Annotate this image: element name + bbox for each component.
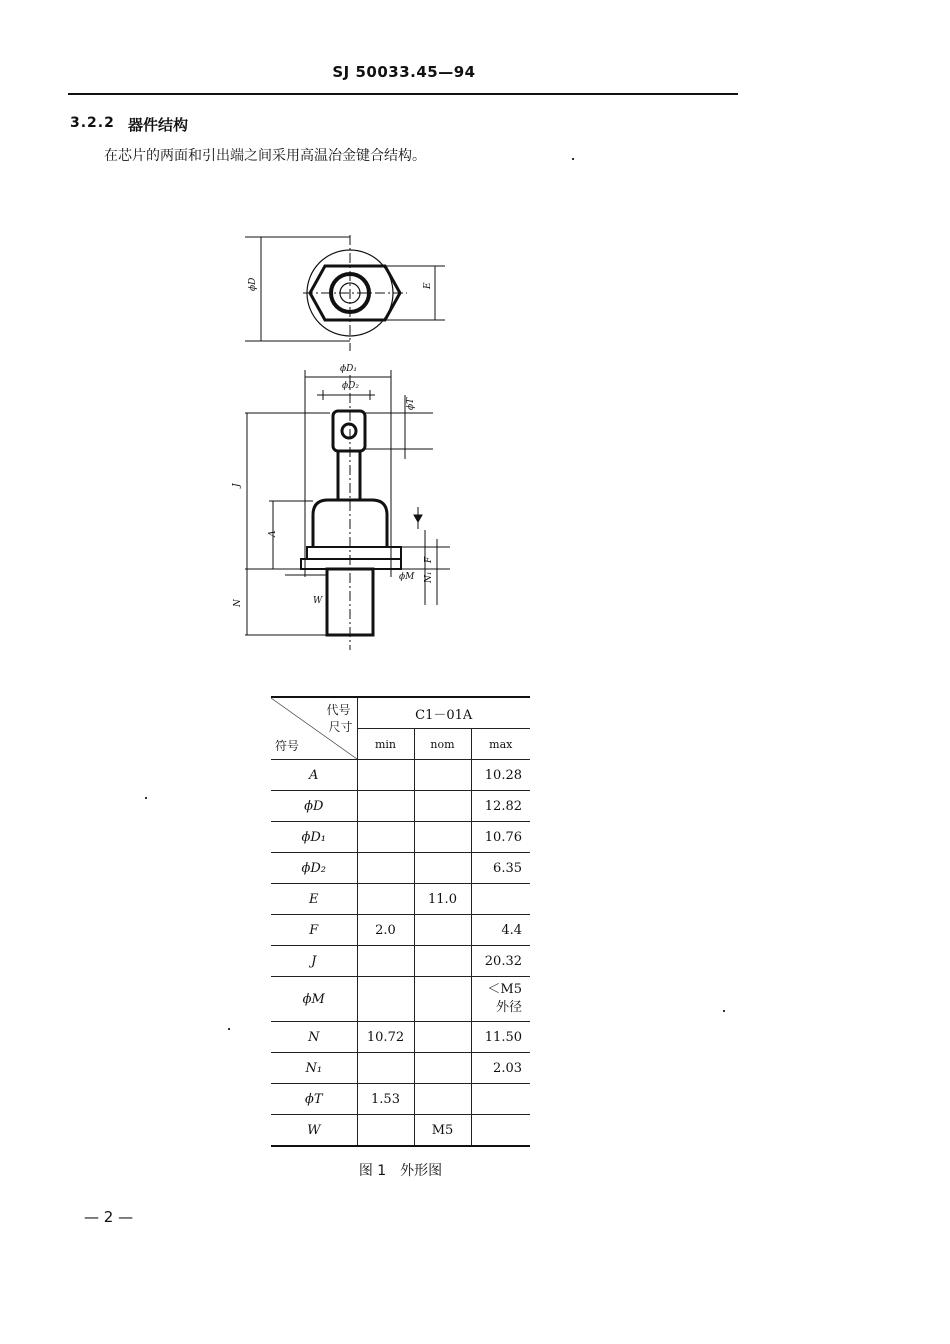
side-view bbox=[245, 370, 450, 650]
table-row bbox=[271, 884, 530, 915]
scan-speck bbox=[145, 797, 147, 799]
cell-max: 2.03 bbox=[471, 1053, 530, 1084]
cell-max bbox=[471, 1115, 530, 1147]
cell-max bbox=[471, 1084, 530, 1115]
row-symbol: ϕD₁ bbox=[271, 822, 357, 853]
scan-speck bbox=[723, 1010, 725, 1012]
cell-min bbox=[357, 760, 414, 791]
table-row bbox=[271, 760, 530, 791]
table-row bbox=[271, 977, 530, 1022]
cell-min bbox=[357, 977, 414, 1022]
label-phi-d: ϕD bbox=[248, 277, 258, 291]
cell-max-line1: ＜M5 bbox=[487, 982, 522, 997]
section-number: 3.2.2 bbox=[70, 115, 115, 131]
col-header-max: max bbox=[471, 729, 530, 760]
label-a: A bbox=[268, 530, 278, 537]
cell-min bbox=[357, 1053, 414, 1084]
table-row bbox=[271, 1115, 530, 1147]
figure-caption: 图 1 外形图 bbox=[358, 1163, 443, 1179]
cell-max: 6.35 bbox=[471, 853, 530, 884]
table-row bbox=[271, 853, 530, 884]
row-symbol: ϕT bbox=[271, 1084, 357, 1115]
cell-nom bbox=[414, 1053, 471, 1084]
row-symbol: J bbox=[271, 946, 357, 977]
cell-min bbox=[357, 791, 414, 822]
cell-min bbox=[357, 853, 414, 884]
row-symbol: ϕD₂ bbox=[271, 853, 357, 884]
table-row bbox=[271, 791, 530, 822]
cell-nom: M5 bbox=[414, 1115, 471, 1147]
cell-max: 4.4 bbox=[471, 915, 530, 946]
table-row bbox=[271, 946, 530, 977]
cell-nom bbox=[414, 760, 471, 791]
scan-speck bbox=[228, 1028, 230, 1030]
cell-max: 10.28 bbox=[471, 760, 530, 791]
cell-nom bbox=[414, 977, 471, 1022]
row-symbol: W bbox=[271, 1115, 357, 1147]
cell-max: 11.50 bbox=[471, 1022, 530, 1053]
label-phi-d2: ϕD₂ bbox=[342, 381, 359, 391]
cell-min bbox=[357, 946, 414, 977]
cell-max-line2: 外径 bbox=[495, 1000, 522, 1015]
page-number: — 2 — bbox=[84, 1208, 134, 1226]
cell-max bbox=[471, 977, 530, 1022]
table-row bbox=[271, 1053, 530, 1084]
row-symbol: N bbox=[271, 1022, 357, 1053]
table-row bbox=[271, 915, 530, 946]
cell-max bbox=[471, 884, 530, 915]
top-view bbox=[245, 235, 445, 351]
cell-max: 20.32 bbox=[471, 946, 530, 977]
table-row bbox=[271, 1022, 530, 1053]
cell-min bbox=[357, 822, 414, 853]
cell-nom bbox=[414, 853, 471, 884]
label-f: F bbox=[424, 556, 434, 563]
table-row bbox=[271, 1084, 530, 1115]
label-phi-m: ϕM bbox=[399, 572, 415, 582]
row-symbol: A bbox=[271, 760, 357, 791]
label-n: N bbox=[233, 599, 243, 607]
label-w: W bbox=[313, 596, 323, 606]
document-code: SJ 50033.45—94 bbox=[332, 63, 476, 81]
cell-min bbox=[357, 884, 414, 915]
body-paragraph: 在芯片的两面和引出端之间采用高温冶金键合结构。 bbox=[104, 148, 426, 164]
label-j: J bbox=[232, 483, 242, 487]
header-rule bbox=[68, 93, 738, 95]
corner-label-size: 尺寸 bbox=[328, 720, 353, 734]
row-symbol: N₁ bbox=[271, 1053, 357, 1084]
section-title: 器件结构 bbox=[128, 116, 189, 134]
label-n1: N₁ bbox=[424, 571, 434, 583]
outline-drawing bbox=[225, 225, 485, 655]
table-corner-cell bbox=[271, 697, 357, 760]
dimension-table bbox=[271, 696, 530, 1147]
label-e: E bbox=[423, 282, 433, 289]
row-symbol: ϕD bbox=[271, 791, 357, 822]
cell-max: 10.76 bbox=[471, 822, 530, 853]
cell-nom bbox=[414, 822, 471, 853]
col-header-min: min bbox=[357, 729, 414, 760]
row-symbol: F bbox=[271, 915, 357, 946]
cell-nom bbox=[414, 1084, 471, 1115]
table-code-header: C1－01A bbox=[357, 697, 530, 729]
corner-label-symbol: 符号 bbox=[275, 739, 300, 753]
table-row bbox=[271, 822, 530, 853]
label-phi-d1: ϕD₁ bbox=[340, 364, 357, 374]
cell-nom: 11.0 bbox=[414, 884, 471, 915]
cell-nom bbox=[414, 791, 471, 822]
row-symbol: ϕM bbox=[271, 977, 357, 1022]
col-header-nom: nom bbox=[414, 729, 471, 760]
cell-nom bbox=[414, 915, 471, 946]
cell-min bbox=[357, 1115, 414, 1147]
cell-min: 10.72 bbox=[357, 1022, 414, 1053]
cell-max: 12.82 bbox=[471, 791, 530, 822]
scan-speck bbox=[572, 158, 574, 160]
cell-min: 1.53 bbox=[357, 1084, 414, 1115]
corner-label-code: 代号 bbox=[326, 703, 351, 717]
label-phi-t: ϕT bbox=[406, 397, 416, 410]
row-symbol: E bbox=[271, 884, 357, 915]
cell-nom bbox=[414, 946, 471, 977]
cell-nom bbox=[414, 1022, 471, 1053]
cell-min: 2.0 bbox=[357, 915, 414, 946]
